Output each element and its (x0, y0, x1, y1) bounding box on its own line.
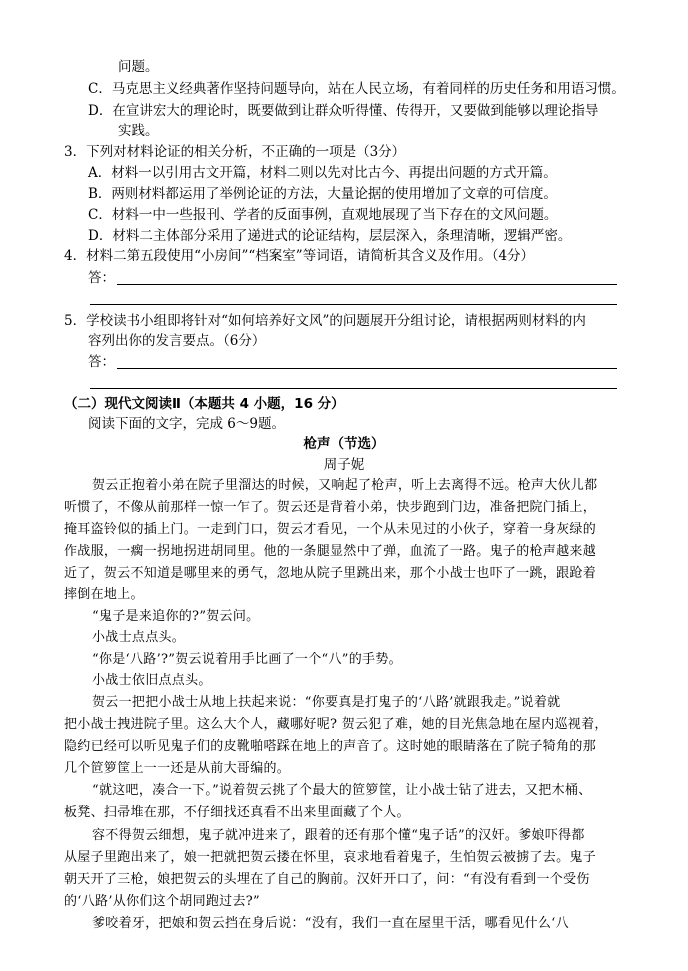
story-line: 爹咬着牙，把娘和贺云挡在身后说：“没有，我们一直在屋里干活，哪看见什么‘八 (92, 916, 569, 931)
option-c: C．马克思主义经典著作坚持问题导向，站在人民立场，有着同样的历史任务和用语习惯。 (88, 81, 625, 97)
answer-line[interactable] (90, 388, 617, 389)
reading-instruction: 阅读下面的文字，完成 6～9题。 (88, 416, 285, 432)
story-line: 听惯了，不像从前那样一惊一乍了。贺云还是背着小弟，快步跑到门边，准备把院门插上， (64, 500, 597, 515)
story-line: 近了，贺云不知道是哪里来的勇气，忽地从院子里跳出来，那个小战士也吓了一跳，跟跄着 (64, 566, 597, 581)
section-heading: （二）现代文阅读Ⅱ（本题共 4 小题，16 分） (64, 396, 345, 412)
story-line: “就这吧，凑合一下。”说着贺云挑了个最大的笸箩筐，让小战士钻了进去，又把木桶、 (92, 783, 592, 798)
question-3-stem: 3．下列对材料论证的相关分析，不正确的一项是（3分） (64, 144, 406, 160)
question-3-option-a: A．材料一以引用古文开篇，材料二则以先对比古今、再提出问题的方式开篇。 (88, 165, 557, 181)
answer-line[interactable] (117, 284, 617, 285)
story-line: 摔倒在地上。 (64, 587, 144, 602)
question-3-option-b: B．两则材料都运用了举例论证的方法，大量论据的使用增加了文章的可信度。 (88, 186, 557, 202)
question-4-answer-label: 答： (88, 270, 115, 286)
story-line: “鬼子是来追你的?”贺云问。 (92, 609, 260, 624)
story-author: 周子妮 (323, 457, 365, 473)
story-line: 朝天开了三枪，娘把贺云的头埋在了自己的胸前。汉奸开口了，问：“有没有看到一个受伤 (64, 872, 590, 887)
story-line: 贺云一把把小战士从地上扶起来说：“你要真是打鬼子的‘八路’就跟我走。”说着就 (92, 695, 561, 710)
option-d: D．在宣讲宏大的理论时，既要做到让群众听得懂、传得开，又要做到能够以理论指导 (88, 103, 599, 119)
story-title: 枪声（节选） (303, 436, 385, 452)
story-line: 几个笸箩筐上一一还是从前大哥编的。 (64, 761, 291, 776)
story-line: 作战服，一瘸一拐地拐进胡同里。他的一条腿显然中了弹，血流了一路。鬼子的枪声越来越 (64, 544, 597, 559)
story-line: 贺云正抱着小弟在院子里溜达的时候，又响起了枪声，听上去离得不远。枪声大伙儿都 (92, 478, 598, 493)
story-line: 掩耳盗铃似的插上门。一走到门口，贺云才看见，一个从未见过的小伙子，穿着一身灰绿的 (64, 522, 597, 537)
story-line: 小战士依旧点点头。 (92, 673, 212, 688)
story-line: 从屋子里跑出来了，娘一把就把贺云搂在怀里，哀求地看着鬼子，生怕贺云被掳了去。鬼子 (64, 850, 597, 865)
story-line: 把小战士拽进院子里。这么大个人，藏哪好呢? 贺云犯了难，她的目光焦急地在屋内巡视着， (64, 717, 608, 732)
question-5-stem-continuation: 容列出你的发言要点。（6分） (88, 333, 266, 349)
story-line: “你是‘八路’?”贺云说着用手比画了一个“八”的手势。 (92, 652, 402, 667)
story-line: 的‘八路’从你们这个胡同跑过去?” (64, 894, 260, 909)
answer-line[interactable] (90, 304, 617, 305)
answer-line[interactable] (117, 368, 617, 369)
story-line: 隐约已经可以听见鬼子们的皮靴啪嗒踩在地上的声音了。这时她的眼睛落在了院子犄角的那 (64, 739, 597, 754)
question-4-stem: 4．材料二第五段使用“小房间”“档案室”等词语，请简析其含义及作用。（4分） (64, 248, 535, 264)
question-3-option-c: C．材料一中一些报刊、学者的反面事例，直观地展现了当下存在的文风问题。 (88, 207, 558, 223)
question-5-answer-label: 答： (88, 354, 115, 370)
question-3-option-d: D．材料二主体部分采用了递进式的论证结构，层层深入，条理清晰，逻辑严密。 (88, 228, 572, 244)
story-line: 板凳、扫帚堆在那，不仔细找还真看不出来里面藏了个人。 (64, 805, 410, 820)
story-line: 容不得贺云细想，鬼子就冲进来了，跟着的还有那个懂“鬼子话”的汉奸。爹娘吓得都 (92, 828, 585, 843)
story-line: 小战士点点头。 (92, 630, 186, 645)
option-b-continuation: 问题。 (118, 59, 159, 75)
question-5-stem: 5．学校读书小组即将针对“如何培养好文风”的问题展开分组讨论，请根据两则材料的内 (64, 313, 586, 329)
option-d-continuation: 实践。 (118, 123, 159, 139)
